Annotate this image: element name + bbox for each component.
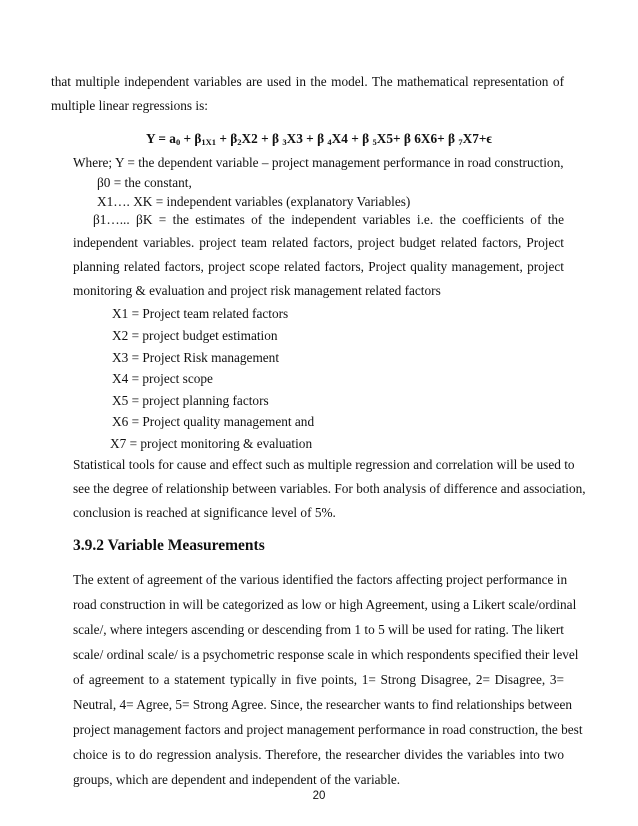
section-line: choice is to do regression analysis. Therefore, the researcher divides the variables into two: [73, 747, 564, 762]
variable-item: X6 = Project quality management and: [112, 414, 315, 429]
section-line: groups, which are dependent and independent of the variable.: [73, 772, 401, 787]
section-line: road construction in will be categorized as low or high Agreement, using a Likert scale/ordinal: [73, 597, 577, 612]
variable-item: X2 = project budget estimation: [112, 328, 278, 343]
intro-line-1: that multiple independent variables are used in the model. The mathematical representation of: [51, 74, 564, 89]
where-line-2: β0 = the constant,: [97, 175, 192, 190]
section-heading: 3.9.2 Variable Measurements: [73, 537, 265, 554]
intro-line-2: multiple linear regressions is:: [51, 98, 208, 113]
regression-formula: $Y = a_0 + \beta_{1X1} + \beta_2X2 + \beta$ $_3$X3 + β $_4$X4 + β $_5$X5+ β 6X6+ β $_7$X7+ϵ: [145, 131, 493, 147]
variable-item: X4 = project scope: [112, 371, 213, 386]
stats-line-1: Statistical tools for cause and effect such as multiple regression and correlation will be used to: [73, 457, 575, 472]
page-number: 20: [312, 790, 326, 802]
stats-line-2: see the degree of relationship between variables. For both analysis of difference and association,: [73, 481, 586, 496]
section-line: project management factors and project management performance in road construction, the best: [73, 722, 583, 737]
section-line: scale/, where integers ascending or descending from 1 to 5 will be used for rating. The likert: [73, 622, 564, 637]
where-line-4: β1…... βK = the estimates of the independent variables i.e. the coefficients of the: [93, 212, 564, 227]
where-line-5: independent variables. project team related factors, project budget related factors, Project: [73, 235, 564, 250]
section-line: The extent of agreement of the various identified the factors affecting project performance in: [73, 572, 568, 587]
where-line-1: Where; Y = the dependent variable – project management performance in road construction,: [73, 155, 564, 170]
where-line-6: planning related factors, project scope related factors, Project quality management, project: [73, 259, 564, 274]
section-line: Neutral, 4= Agree, 5= Strong Agree. Since, the researcher wants to find relationships between: [73, 697, 573, 712]
stats-line-3: conclusion is reached at significance level of 5%.: [73, 505, 336, 520]
where-line-3: X1…. XK = independent variables (explanatory Variables): [97, 194, 411, 209]
variable-item: X5 = project planning factors: [112, 393, 269, 408]
section-line: of agreement to a statement typically in five points, 1= Strong Disagree, 2= Disagree, 3=: [73, 672, 564, 687]
where-line-7: monitoring & evaluation and project risk management related factors: [73, 283, 441, 298]
section-line: scale/ ordinal scale/ is a psychometric response scale in which respondents specified their level: [73, 647, 579, 662]
variable-item: X1 = Project team related factors: [112, 306, 289, 321]
variable-item: X3 = Project Risk management: [112, 350, 280, 365]
variable-item: X7 = project monitoring & evaluation: [110, 436, 313, 451]
